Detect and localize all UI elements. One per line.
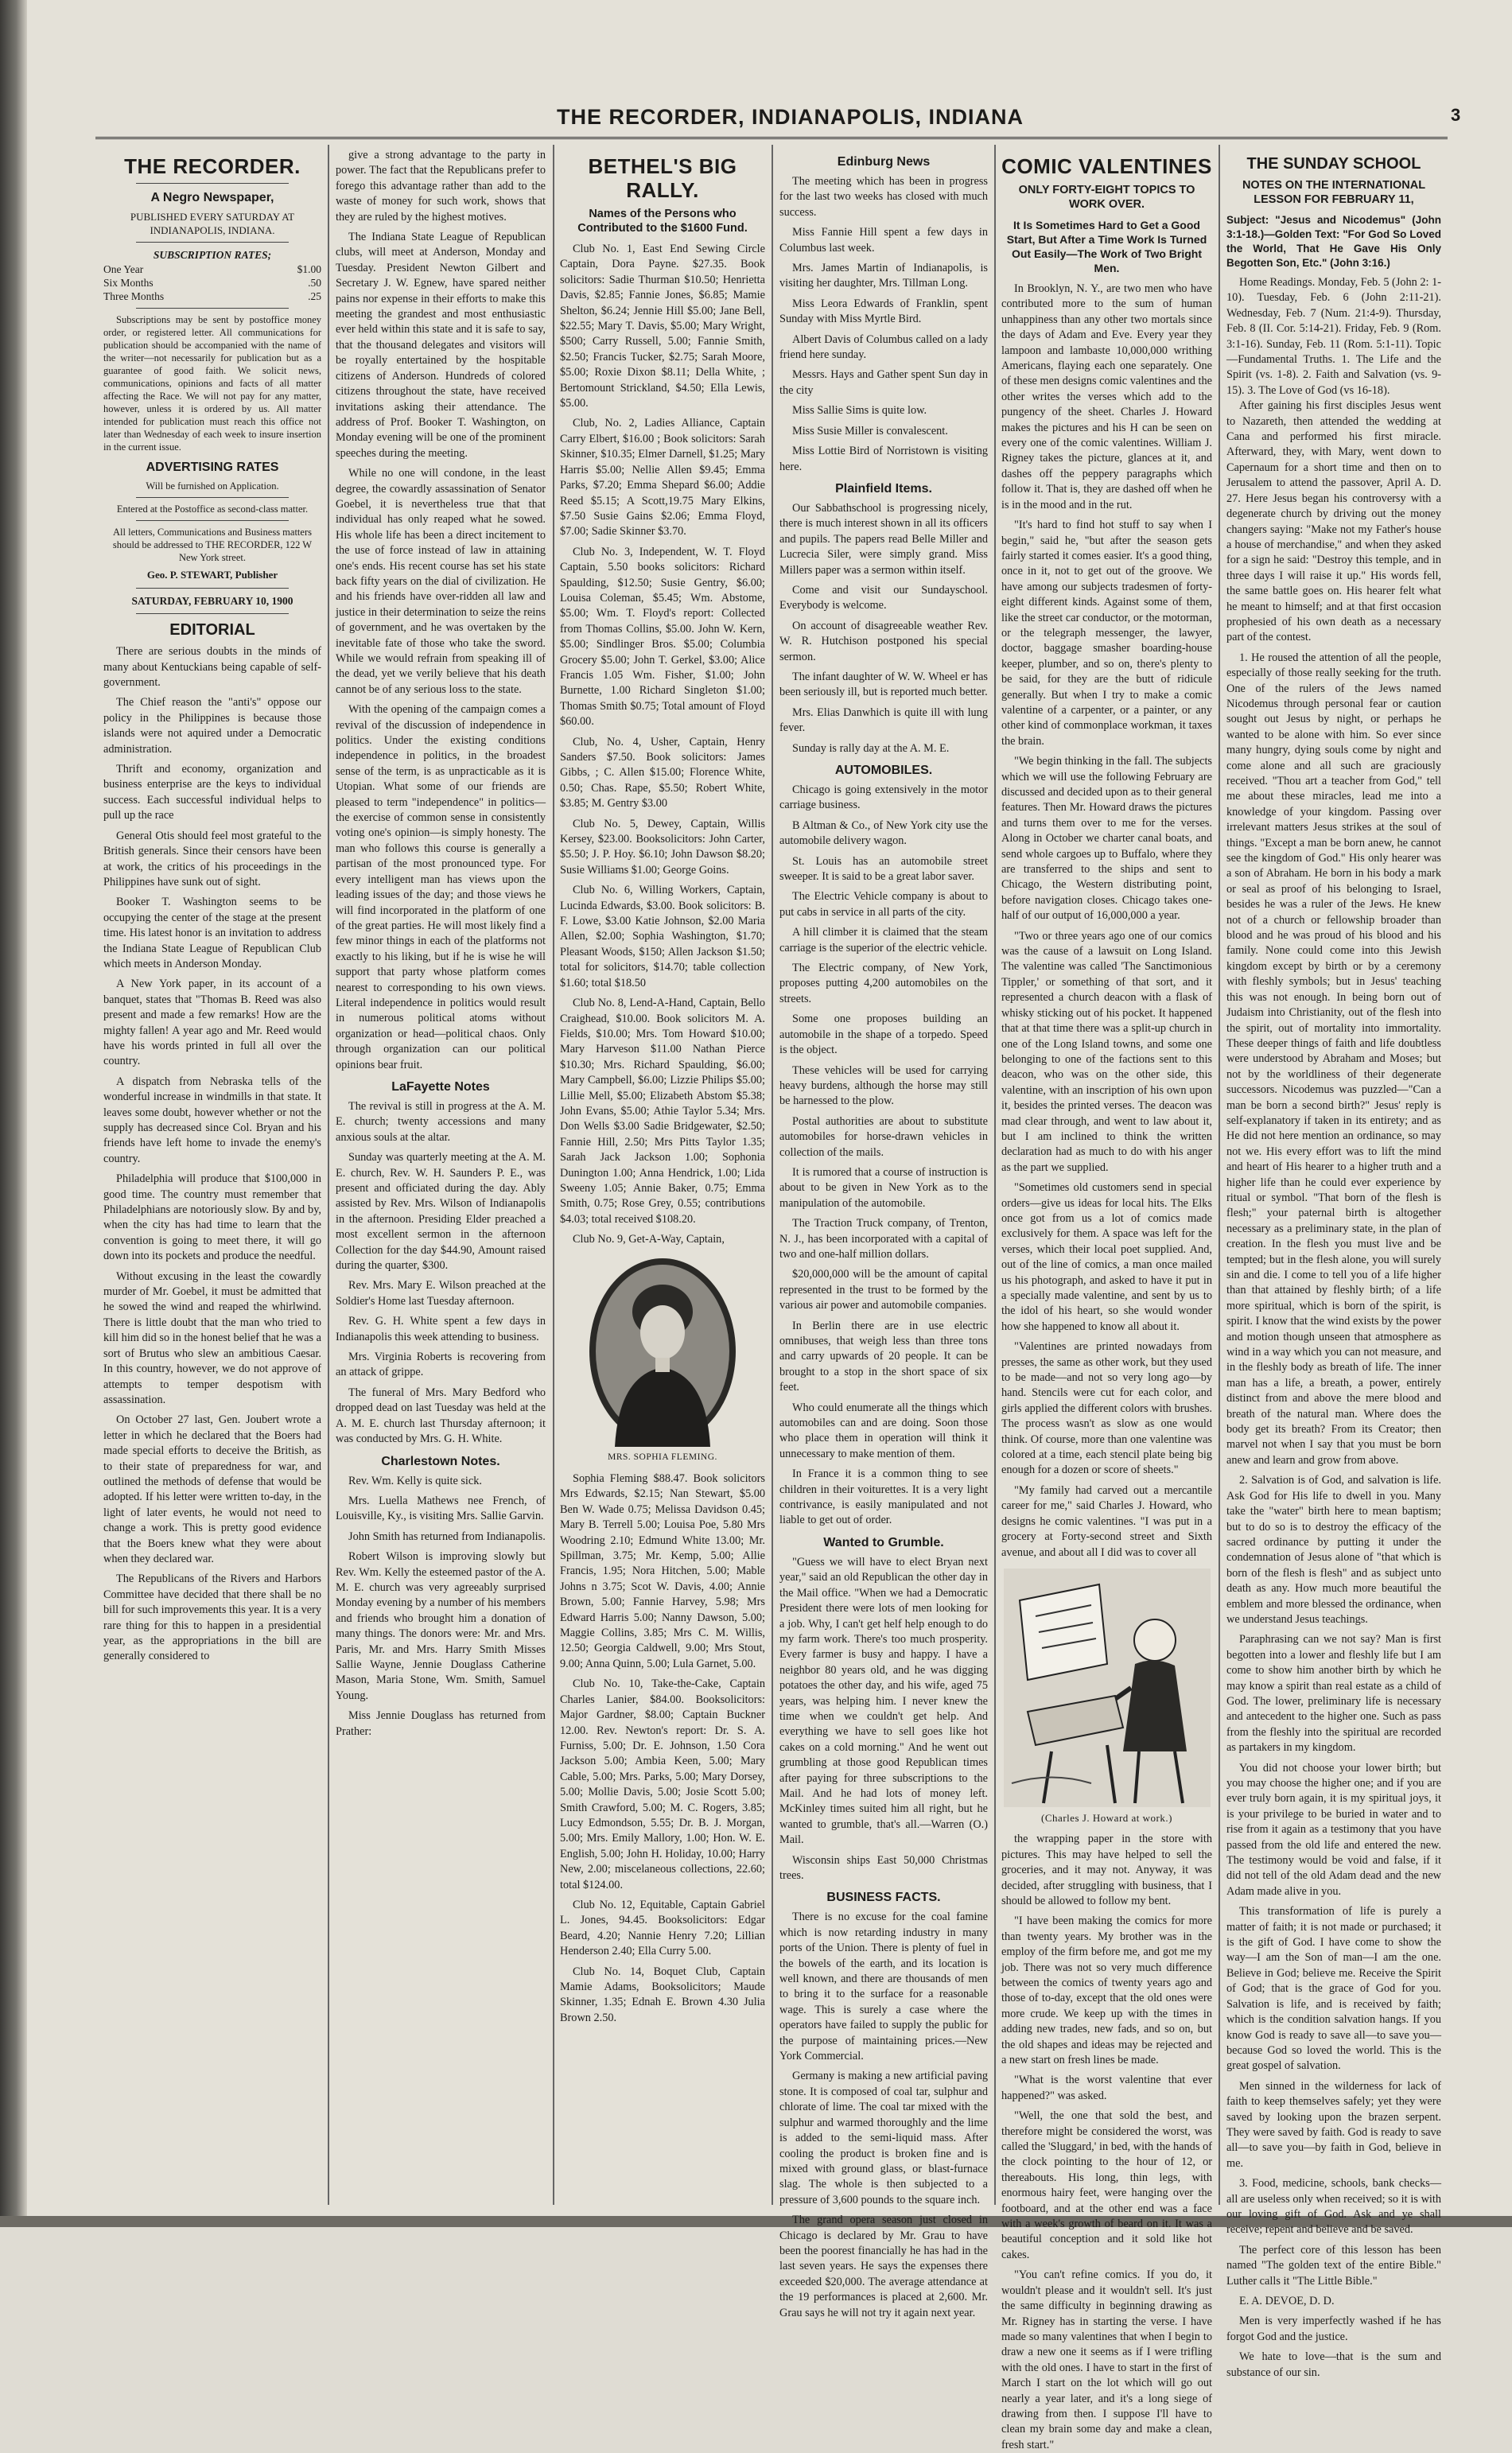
news-item: Miss Leora Edwards of Franklin, spent Sunday with Miss Myrtle Bird. <box>779 297 988 326</box>
club-report: Club No. 5, Dewey, Captain, Willis Kersey, $23.00. Booksolicitors: John Carter, $5.50; J. P. Hoy. $6.10; John Dawson $8.20; Susie Williams $1.00; George Goins. <box>560 817 765 877</box>
news-item: The funeral of Mrs. Mary Bedford who dropped dead on last Tuesday was held at the A. M. E. church last Thursday afternoon; it was conducted by Mrs. G. H. White. <box>336 1386 546 1446</box>
editorial-paragraph: Thrift and economy, organization and business enterprise are the keys to individual success. Each successful individual helps to pull up the race <box>103 763 321 822</box>
lesson-paragraph: Paraphrasing can we not say? Man is first begotten into a lower and fleshly life but I am come to show him another birth by which he may know a spirit than real estate as a child of God. The lower, preliminary life is necessary and antecedent to the higher one. Such as pass from the fleshly into the spiritual are recorded as partakers in my kingdom. <box>1226 1633 1441 1755</box>
lesson-paragraph: Men is very imperfectly washed if he has forgot God and the justice. <box>1226 2315 1441 2343</box>
divider <box>136 613 289 614</box>
rally-heading: BETHEL'S BIG RALLY. <box>588 154 737 202</box>
rate-price: .25 <box>308 290 321 303</box>
article-paragraph: "It's hard to find hot stuff to say when I begin," said he, "but after the season gets fairly started it comes easier. It's a good thing, once in it, not to get out of the groove. We have among our subjects tradesmen of forty-eight different kinds. Against some of them, like the street car conductor, or the motorman, or the telegraph messenger, the lawyer, doctor, baggage smasher boarding-house keeper, plumber, and so on, there's plenty to be said, for they are the butt of ridicule generally. But when I try to make a comic valentine of a carpenter, or a painter, or any other kind of commonplace workman, it taxes the brain. <box>1001 519 1212 748</box>
editorial-paragraph: General Otis should feel most grateful to the British generals. Since their censors have been at work, the critics of his proceedings in the Philippines have sunk out of sight. <box>103 829 321 888</box>
news-item: Rev. Wm. Kelly is quite sick. <box>348 1474 482 1487</box>
news-item: Miss Jennie Douglass has returned from Prather: <box>336 1709 546 1738</box>
lesson-paragraph: Men sinned in the wilderness for lack of faith to keep themselves safely; yet they were saved by looking upon the brazen serpent. They were saved by faith. God is ready to save all—to save you—by faith in God, believe in me. <box>1226 2079 1441 2170</box>
editorial-paragraph: The Republicans of the Rivers and Harbors Committee have decided that there shall be no bill for such improvements this year. It is a very rare thing for this to happen in a presidential year, as the appropriations in the bill are generally considered to <box>103 1572 321 1663</box>
news-item: The infant daughter of W. W. Wheel er has been seriously ill, but is reported much better. <box>779 670 988 699</box>
rate-row <box>103 262 321 276</box>
club-report: Club No. 14, Boquet Club, Captain Mamie Adams, Booksolicitors; Maude Skinner, 1.35; Ednah E. Brown 4.30 Julia Brown 2.50. <box>560 1965 765 2024</box>
rate-label: Six Months <box>103 277 154 290</box>
article-paragraph: "Valentines are printed nowadays from presses, the same as other work, but they used to be made—and not so very long ago—by hand. Stencils were cut for each color, and girls applied the different colors with brushes. The process wasn't as slow as one would think. Of course, more than one valentine was colored at a time, each stencil plate being big enough for a dozen or score of sheets." <box>1001 1340 1212 1477</box>
editorial-paragraph: With the opening of the campaign comes a revival of the discussion of independence in politics. Under the existing conditions independence in politics, in the broadest sense of the term, is as unpracticable as it is Utopian. What some of our friends are pleased to term "independence" in politics—the exercise of common sense in consistently voting one's opinion—is simply honesty. The man who follows this course is generally a partisan of the most pronounced type. For every intelligent man has views upon the leading issues of the day; and those views he will find incorporated in the platform of one of the great parties. He will most likely find a few minor things in each of the platforms not exactly to his liking, but if he is wise he will support that party whose platform comes nearest to corresponding to his own views. Literal independence in politics would result in numerous political atoms without organization or head—political chaos. Only through organization can our political opinions bear fruit. <box>336 703 546 1071</box>
valentines-body-continued <box>1001 1832 1212 2453</box>
lesson-paragraph: After gaining his first disciples Jesus went to Nazareth, then attended the wedding at Cana and performed his first miracle. Afterward, they, with Mary, went down to Capernaum for a short time and then on to Jerusalem to attend the passover, April A. D. 27. Here Jesus began his controversy with a degenerate church by driving out the money changers saying: "Make not my Father's house a house of merchandise," and when they asked for a sign he said: "Destroy this temple, and in three days I will raise it up." His words fell, the same battle goes on. His hearer felt what he meant to himself; and at that first occasion prophesied of his own death as a necessary part of the contest. <box>1226 399 1441 644</box>
column-6 <box>1226 148 1442 2379</box>
grumble-heading: Wanted to Grumble. <box>823 1535 944 1549</box>
column-3 <box>560 148 765 2214</box>
article-paragraph: "You can't refine comics. If you do, it wouldn't please and it wouldn't sell. It's just the same difficulty in beginning drawing as Mr. Rigney has in starting the verse. I have made so many valentines that when I begin to draw a new one it seems as if I were trifling with the old ones. I have to start in the first of March I start on the lot which will go out nearly a year later, and it's a long siege of drawing from then. I suppose I'll have to clean my brain some day and make a clean, fresh start." <box>1001 2268 1212 2451</box>
news-item: Mrs. Elias Danwhich is quite ill with lung fever. <box>779 706 988 735</box>
news-item: Rev. Mrs. Mary E. Wilson preached at the Soldier's Home last Tuesday afternoon. <box>336 1279 546 1308</box>
news-item: These vehicles will be used for carrying heavy burdens, although the horse may still be harnessed to the plow. <box>779 1063 988 1108</box>
plainfield-body <box>779 501 988 756</box>
news-item: Some one proposes building an automobile in the shape of a torpedo. Speed is the object. <box>779 1013 988 1057</box>
grumble-body <box>779 1555 988 1884</box>
news-item: In Berlin there are in use electric omnibuses, that weigh less than three tons and carry upwards of 20 people. It can be brought to a stop in the short space of six feet. <box>779 1319 988 1394</box>
news-item: The meeting which has been in progress for the last two weeks has closed with much success. <box>779 175 988 219</box>
editorial-continued <box>336 148 546 1073</box>
lesson-body <box>1226 398 1441 2381</box>
news-item: Miss Lottie Bird of Norristown is visiting here. <box>779 445 988 473</box>
article-paragraph: "We begin thinking in the fall. The subjects which we will use the following February are discussed and decided upon as to their general features. Then Mr. Howard draws the pictures and turns them over to me for the verses. Along in October we charter canal boats, and send whole cargoes up to Buffalo, where they are transferred to the ships and sent to Chicago, the Western distributing point, before navigation closes. Chicago takes one-half of our output of 16,000,000 a year. <box>1001 755 1212 923</box>
lesson-paragraph: We hate to love—that is the sum and substance of our sin. <box>1226 2350 1441 2379</box>
divider <box>136 308 289 309</box>
published-line: PUBLISHED EVERY SATURDAY AT INDIANAPOLIS, INDIANA. <box>130 211 295 236</box>
column-rule <box>553 145 554 2205</box>
news-item: St. Louis has an automobile street sweeper. It is said to be a great labor saver. <box>779 854 988 884</box>
column-5 <box>1001 148 1212 2451</box>
automobiles-body <box>779 783 988 1529</box>
news-item: Albert Davis of Columbus called on a lady friend here sunday. <box>779 332 988 362</box>
news-item: The Traction Truck company, of Trenton, N. J., has been incorporated with a capital of two and one-half million dollars. <box>779 1217 988 1261</box>
column-rule <box>328 145 329 2205</box>
editorial-paragraph: The Indiana State League of Republican clubs, will meet at Anderson, Monday and Tuesday. President Newton Gilbert and Secretary J. W. Egnew, have spared neither pains nor expense in their efforts to make this meeting the grandest and most enthusiastic ever held within this state and it is safe to say, that the thousand delegates and visitors will be royally entertained by the hospitable citizens of Anderson. Hundreds of colored citizens throughout the state, have received invitations asking their attendance. The address of Prof. Booker T. Washington, on Monday evening will be one of the prominent speeches during the meeting. <box>336 231 546 460</box>
edinburg-heading: Edinburg News <box>837 155 931 169</box>
charlestown-heading: Charlestown Notes. <box>381 1454 500 1468</box>
news-item: Postal authorities are about to substitute automobiles for horse-drawn vehicles in collection of the mails. <box>779 1114 988 1159</box>
rally-subheading: Names of the Persons who Contributed to the $1600 Fund. <box>577 208 748 235</box>
editorial-paragraph: Booker T. Washington seems to be occupying the center of the stage at the present time. His latest honor is an invitation to address the Indiana State League of Republican Club which meets in Anderson Monday. <box>103 896 321 970</box>
address-line: All letters, Communications and Business matters should be addressed to THE RECORDER, 122 W New York street. <box>112 527 313 564</box>
illustration-image <box>1004 1569 1211 1807</box>
editorial-paragraph: On October 27 last, Gen. Joubert wrote a letter in which he declared that the Boers had made special efforts to deceive the British, as to their state of preparedness for war, and outlined the methods of defense that would be adopted. If his letter were written to-day, in the light of later events, he would not need to change a work. This is pretty good evidence that the Boers knew what they were about when they declared war. <box>103 1413 321 1565</box>
divider <box>136 520 289 521</box>
club-report: Club No. 1, East End Sewing Circle Captain, Dora Payne. $27.35. Book solicitors: Sadie Thurman $10.50; Henrietta Davis, $2.85; Fannie Jones, $6.85; Mamie Shelton, $6.24; Jennie Hill $5.00; Jane Bell, $22.55; Mary T. Davis, $5.00; Mary Wright, $500; Carry Russell, 5.00; Fannie Smith, $2.50; Francis Tucker, $2.75; Sarah Moore, $5.00; Roxie Dixon $8.11; Della White, ; Bertomount Strickland, $4.50; Ella Lewis, $5.00. <box>560 243 765 410</box>
publisher-line: Geo. P. STEWART, Publisher <box>146 569 278 581</box>
rate-label: Three Months <box>103 290 165 303</box>
article-paragraph: the wrapping paper in the store with pictures. This may have helped to sell the groceries, and it may not. Anyway, it was decided, after struggling with business, that I should be allowed to follow my bent. <box>1001 1833 1212 1907</box>
divider <box>136 497 289 498</box>
lesson-paragraph: 2. Salvation is of God, and salvation is life. Ask God for His life to dwell in you. Many take the "water" birth here to mean baptism; but to do so is to destroy the efficacy of the sacred ordinance by putting it under the condemnation of Jesus alone of "that which is born of the flesh is flesh" and as subject unto death as any. How much more beautiful the emblem and more blessed the ordinance, when we understand Jesus teachings. <box>1226 1474 1441 1626</box>
article-paragraph: The grand opera season just closed in Chicago is declared by Mr. Grau to have been the poorest financially he has had in the last seven years. He says the expenses there exceeded $20,000. The average attendance at the 19 performances is placed at 2,600. Mr. Grau says he will not try it again next year. <box>779 2214 988 2319</box>
news-item: Come and visit our Sundayschool. Everybody is welcome. <box>779 583 988 612</box>
news-item: Sunday is rally day at the A. M. E. <box>792 741 950 755</box>
rates-heading: SUBSCRIPTION RATES; <box>153 249 272 261</box>
news-item: Miss Sallie Sims is quite low. <box>792 404 927 418</box>
charlestown-body <box>336 1474 546 1740</box>
rally-body-continued <box>560 1471 765 2026</box>
automobiles-heading: AUTOMOBILES. <box>834 764 933 777</box>
plainfield-heading: Plainfield Items. <box>835 481 932 496</box>
news-item: A hill climber it is claimed that the steam carriage is the superior of the electric vehicle. <box>779 926 988 954</box>
editorial-paragraph: Without excusing in the least the cowardly murder of Mr. Goebel, it must be admitted that he sowed the wind and reaped the whirlwind. There is little doubt that the man who tried to kill him did so in the honest belief that he was a sort of Brutus who slew an ambitious Caesar. In this country, however, we do not approve of attempts to temper despotism with assassination. <box>103 1269 321 1406</box>
rate-label: One Year <box>103 263 144 276</box>
rate-price: .50 <box>308 277 321 290</box>
page-edge-left <box>0 0 27 2227</box>
valentines-heading: COMIC VALENTINES <box>1001 154 1212 178</box>
news-item: Mrs. James Martin of Indianapolis, is visiting her daughter, Mrs. Tillman Long. <box>779 262 988 290</box>
article-paragraph: "What is the worst valentine that ever happened?" was asked. <box>1001 2074 1212 2102</box>
news-item: Miss Susie Miller is convalescent. <box>792 424 948 437</box>
column-2 <box>336 148 546 2214</box>
column-rule <box>772 145 773 2205</box>
page-number: 3 <box>1451 105 1461 125</box>
valentines-deck: It Is Sometimes Hard to Get a Good Start, But After a Time Work Is Turned Out Easily—The Work of Two Bright Men. <box>1006 219 1207 274</box>
news-item: Our Sabbathschool is progressing nicely, there is much interest shown in all its officers and pupils. The papers read Belle Miller and Lucrecia Siler, were simply grand. Miss Millers paper was a sermon within itself. <box>779 501 988 577</box>
article-paragraph: "Well, the one that sold the best, and therefore might be considered the worst, was called the 'Sluggard,' in bed, with the hands of the clock pointing to the hour of 12, or thereabouts. His long, thin legs, with enormous hairy feet, were hanging over the footboard, and at the other end was a face with a week's growth of beard on it. It was a beautiful conception and it sold like hot cakes. <box>1001 2109 1212 2261</box>
club-report: Club No. 6, Willing Workers, Captain, Lucinda Edwards, $3.00. Book solicitors: B. F. Lowe, $3.00 Katie Johnson, $2.00 Maria Allen, $2.00; Sophia Washington, $1.70; Pleasant Woods, $150; Allen Jackson $1.50; total for solicitors, $14.70; table collection $1.60; total $18.50 <box>560 884 765 989</box>
editorial-paragraph: A New York paper, in its account of a banquet, states that "Thomas B. Reed was also present and made a few remarks! How are the mighty fallen! A year ago and Mr. Reed would have his words printed in full all over the country. <box>103 978 321 1068</box>
article-paragraph: "Sometimes old customers send in special orders—give us ideas for local hits. The Elks once got from us a lot of comics made exclusively for them. A space was left for the verses, which their local poet supplied. And, out of the line of comics, a man once mailed us his photograph, and asked to have it put in a specially made valentine, and sent by us to the idol of his heart, so she would wonder how she happened to know all about it. <box>1001 1181 1212 1333</box>
editorial-paragraph: There are serious doubts in the minds of many about Kentuckians being capable of self-government. <box>103 645 321 690</box>
entered-line: Entered at the Postoffice as second-class matter. <box>116 503 309 515</box>
article-paragraph: Wisconsin ships East 50,000 Christmas trees. <box>779 1853 988 1882</box>
news-item: The Electric Vehicle company is about to put cabs in service in all parts of the city. <box>779 890 988 919</box>
divider <box>136 183 289 184</box>
news-item: Who could enumerate all the things which automobiles can and are doing. Soon those who place them in operation will think it unnecessary to make mention of them. <box>779 1401 988 1460</box>
news-item: Mrs. Virginia Roberts is recovering from an attack of grippe. <box>336 1351 546 1379</box>
editorial-body <box>103 644 321 1665</box>
lesson-paragraph: E. A. DEVOE, D. D. <box>1239 2295 1335 2307</box>
portrait-image <box>587 1256 738 1447</box>
lesson-paragraph: The perfect core of this lesson has been named "The golden text of the entire Bible." Luther calls it "The Little Bible." <box>1226 2243 1441 2288</box>
news-item: Mrs. Luella Mathews nee French, of Louisville, Ky., is visiting Mrs. Sallie Garvin. <box>336 1494 546 1523</box>
valentines-body <box>1001 282 1212 1561</box>
paper-title: THE RECORDER. <box>124 154 301 178</box>
club-report: Club, No. 4, Usher, Captain, Henry Sanders $7.50. Book solicitors: James Gibbs, ; C. Allen $15.00; Florence White, 0.50; Chas. Rape, $5.50; Robert White, $3.85; M. Gentry $3.00 <box>560 735 765 811</box>
advertising-line: Will be furnished on Application. <box>146 480 279 492</box>
club-report: Club No. 8, Lend-A-Hand, Captain, Bello Craighead, $10.00. Book solicitors M. A. Fields, $10.00; Mrs. Tom Howard $10.00; Mary Harveson $11.00 Nathan Pierce $10.30; Mrs. Richard Spaulding, $6.00; Mary Campbell, $6.00; Lizzie Philips $5.00; Lillie Mell, $5.00; Elizabeth Abstom $5.38; John Evans, $5.00; Athie Taylor 5.34; Mrs. Don Wells $3.00 Sadie Bridgewater, $2.50; Fannie Hill, 2.50; Mrs Pitts Taylor 1.35; Sarah Jack Jackson 1.00; Sophonia Dunington 1.00; Anna Hendrick, 1.00; Lida Sweeny 1.05; Annie Baker, 0.75; Emma Smith, 0.75; Rose Grey, 0.55; contributions $4.03; total received $108.20. <box>560 997 765 1226</box>
club-report: Club No. 12, Equitable, Captain Gabriel L. Jones, 94.45. Booksolicitors: Edgar Beard, 4.20; Nannie Henry 7.20; Lillian Henderson 2.40; Ella Curry 5.00. <box>560 1898 765 1958</box>
club-report: Club No. 9, Get-A-Way, Captain, <box>573 1233 725 1246</box>
club-report: Club, No. 2, Ladies Alliance, Captain Carry Elbert, $16.00 ; Book solicitors: Sarah Skinner, $10.35; Elmer Darnell, $1.25; Mary Harris $5.00; Nellie Allen $9.45; Emma Parks, $7.20; Emma Shepard $6.00; Addie Reed $5.15; A Scott,19.75 Mary Elkins, $7.50 Susie Gains $2.06; Emma Floyd, $7.00; Sadie Skinner $3.70. <box>560 417 765 538</box>
editorial-heading: EDITORIAL <box>169 621 255 639</box>
advertising-heading: ADVERTISING RATES <box>146 461 279 475</box>
lesson-paragraph: 1. He roused the attention of all the people, especially of those really seeking for the truth. One of the rulers of the Jews named Nicodemus through personal fear or caution sought out Jesus by night, or perhaps he wanted to be alone with him. So ever since many hungry, dying souls come by night and come alone and all such are graciously received. "Thou art a teacher from God," tell me about these miracles, lead me into a knowledge of your kingdom. Passing over irrelevant matters Jesus strikes at the soul of things. "Except a man be born anew, he cannot see the kingdom of God." His only hearer was a son of Abraham. He born in his body a mark or seal as proof of his belonging to Israel, besides he was a ruler of the Jews. He knew not of a church or fellowship broader than blood and he was proud of his blood and his family. None could come into this Jewish kingdom except by birth or by a ceremony with fleshly symbols; but in Jesus' teaching this was not enough. In being born out of Judaism into Christianity, out of the flesh into the spirit, out of mortality into immortality. These deeper things of faith and life doubtless were understood by Abraham and Moses; but not by the worldliness of their degenerate successors. Nicodemus was puzzled—"Can a man be born a second birth?" Jesus' reply is self-explanatory if taken in its entirety; and as He did not here mention an ordinance, so may not we. His every effort was to lift the mind and heart of His hearer to a higher truth and a higher life than he could ever experience by ritual or symbol. "That born of the flesh is flesh;" your paternal birth is altogether necessary as a preliminary state, in the plan of creation. In the flesh you must live and be tempted; but in the flesh alone, you will surely sin and die. I come to tell you of a life higher than that attained by fleshly birth; of a life more spiritual, which is born of the spirit, is spirit. I know that the wind exists by the power and motion though unseen that atmosphere as wind in a way which you can not measure, and in the fleshly body as breath of life. The inner man has a life, a breath, a power, entirely distinct from and above the mere blood and breath of the natural man. Where does the body get its breath? From its Creator; then marvel not when I say that you must be born anew and learn and grow from above. <box>1226 651 1441 1467</box>
article-paragraph: Germany is making a new artificial paving stone. It is composed of coal tar, sulphur and chlorate of lime. The coal tar mixed with the sulphur and warmed thoroughly and the lime is added to the semi-liquid mass. After cooling the product is broken fine and is mixed with ground glass, or blast-furnace slag. The whole is then subjected to a pressure of 3,600 pounds to the square inch. <box>779 2070 988 2206</box>
column-4 <box>779 148 988 2319</box>
rally-body <box>560 242 765 1248</box>
lesson-paragraph: 3. Food, medicine, schools, bank checks—all are useless only when received; so it is with our loving gift of God. Ask and ye shall receive; repent and believe and be saved. <box>1226 2177 1441 2237</box>
edinburg-body <box>779 174 988 475</box>
news-item: Rev. G. H. White spent a few days in Indianapolis this week attending to business. <box>336 1315 546 1343</box>
news-item: John Smith has returned from Indianapolis. <box>348 1530 546 1543</box>
lesson-paragraph: This transformation of life is purely a matter of faith; it is not made or purchased; it is the gift of God. I have come to show the way—I am the Son of man—I am the one. Believe in God; believe me. Receive the Spirit of God; that is the grace of God for you. Salvation is life, and is received by faith; which is the condition salvation hangs. If you know God is ready to save all—to save you—because God so loved the world. This is the great gospel of salvation. <box>1226 1905 1441 2073</box>
news-item: Miss Fannie Hill spent a few days in Columbus last week. <box>779 226 988 255</box>
article-paragraph: "My family had carved out a mercantile career for me," said Charles J. Howard, who designs he comic valentines. "I was put in a grocery at Forty-second street and Sixth avenue, and about all I did was to cover all <box>1001 1483 1212 1559</box>
news-item: In France it is a common thing to see children in their voiturettes. It is a very light contrivance, is easily manipulated and not liable to get out of order. <box>779 1468 988 1527</box>
article-paragraph: In Brooklyn, N. Y., are two men who have contributed more to the sum of human unhappiness than any other two mortals since the days of Adam and Eve. Every year they lampoon and lambaste 10,000,000 writhing Americans, flaying each one separately. One of these men designs comic valentines and the other writes the verses which add to the pungency of the sheet. Charles J. Howard makes the pictures and his H can be seen on every one of the comic valentines. William J. Rigney takes the picture, glances at it, and dashes off the peppery paragraphs which follow it. That is, they are dashed off when he is in the mood and in the rut. <box>1001 282 1212 511</box>
article-paragraph: "I have been making the comics for more than twenty years. My brother was in the employ of the firm before me, and got me my job. There was not so very much difference between the comics of twenty years ago and those of to-day, except that the old ones were more crude. We keep up with the times in adding new trades, new fads, and so on, but the old shapes and ideas may be rejected and a new start on fresh lines be made. <box>1001 1915 1212 2066</box>
news-item: Sunday was quarterly meeting at the A. M. E. church, Rev. W. H. Saunders P. E., was present and officiated during the day. Ably assisted by Rev. Mrs. Wilson of Indianapolis in the afternoon. Presiding Elder preached a most excellent sermon in the afternoon Collection for the day $44.90, Amount raised during the quarter, $300. <box>336 1151 546 1273</box>
valentines-subheading: ONLY FORTY-EIGHT TOPICS TO WORK OVER. <box>1018 184 1195 211</box>
sunday-school-heading: THE SUNDAY SCHOOL <box>1246 155 1421 173</box>
business-body <box>779 1910 988 2321</box>
column-rule <box>1219 145 1220 2205</box>
masthead: THE RECORDER, INDIANAPOLIS, INDIANA <box>557 105 1024 129</box>
news-item: Robert Wilson is improving slowly but Rev. Wm. Kelly the esteemed pastor of the A. M. E. church was very agreeably surprised Monday evening by a number of his members and friends who brought him a donation of many things. The donors were: Mr. and Mrs. Paris, Mr. and Mrs. Harry Smith Misses Sallie Wayne, Jennie Douglass Catherine Mason, Maria Stone, Wm. Smith, Samuel Young. <box>336 1550 546 1702</box>
divider <box>136 588 289 589</box>
business-heading: BUSINESS FACTS. <box>826 1891 941 1905</box>
news-item: Messrs. Hays and Gather spent Sun day in the city <box>779 368 988 397</box>
article-paragraph: "Two or three years ago one of our comics was the cause of a lawsuit on Long Island. The valentine was called 'The Sanctimonious Tippler,' or something of that sort, and it represented a church deacon with a flask of whisky sticking out of his pocket. It happened that at that time there was a split-up church in one of the Long Island towns, and some one belonging to one of the factions sent to this deacon, who was on the other side, this valentine, with an inscription of his own upon it, besides the printed verses. The deacon was mad clear through, and went to law about it, but I am inclined to think the written declaration had as much to do with his anger as the part we supplied. <box>1001 929 1212 1174</box>
news-item: The Electric company, of New York, proposes putting 4,200 automobiles on the streets. <box>779 962 988 1005</box>
lesson-paragraph: You did not choose your lower birth; but you may choose the higher one; and if you are ever truly born again, it is my spiritual joys, it is your privilege to be buried in water and to rise from it again as a testimony that you have passed from the old life and entered the new. The testimony would be void and false, if it did not tell of the old Adam dead and the new Adam made alive in you. <box>1226 1761 1441 1898</box>
portrait-caption: MRS. SOPHIA FLEMING. <box>608 1452 717 1462</box>
subscription-notice: Subscriptions may be sent by postoffice money order, or registered letter. All communications for publication should be accompanied with the name of the writer—not necessarily for publication but as a guarantee of good faith. We solicit news, communications, opinions and facts of all matter affecting the Race. We will not pay for any matter, however, unless it is ordered by us. All matter intended for publication must reach this office not later than Wednesday of each week to insure insertion in the current issue. <box>103 314 321 453</box>
divider <box>136 242 289 243</box>
article-paragraph: There is no excuse for the coal famine which is now retarding industry in many ports of the Union. There is plenty of fuel in the bowels of the earth, and its location is well known, and there are thousands of men to bring it to the surface for a reasonable wage. This is surely a case where the operators have failed to supply the public for the purpose of maintaining prices.—New York Commercial. <box>779 1911 988 2063</box>
masthead-rule <box>95 137 1448 139</box>
issue-date: SATURDAY, FEBRUARY 10, 1900 <box>131 594 293 607</box>
rate-row <box>103 276 321 290</box>
paper-tagline: A Negro Newspaper, <box>150 191 274 204</box>
news-item: The revival is still in progress at the A. M. E. church; twenty accessions and many anxious souls at the altar. <box>336 1099 546 1144</box>
news-item: It is rumored that a course of instruction is about to be given in New York as to the manipulation of the automobile. <box>779 1165 988 1210</box>
club-report: Sophia Fleming $88.47. Book solicitors Mrs Edwards, $2.15; Nan Stewart, $5.00 Ben W. Wade 0.75; Melissa Davidson 0.45; Mary B. Terrell 5.00; Louisa Poe, 5.80 Mrs Woodring 2.10; Edmund White 13.00; Mr. Spillman, 3.75; Mr. Kemp, 5.00; Allie Francis, 1.95; Nora Hitchen, 5.00; Mable Johns n 3.75; Scot W. Davis, 4.00; Annie Brown, 5.00; Fannie Harvey, 5.98; Mrs Edward Harris 5.00; Nanny Dawson, 5.00; Maggie Collins, 3.85; Mrs C. M. Willis, 12.50; Georgia Caldwell, 9.00; Mrs Stout, 9.00; Anna Quinn, 5.00; Lula Garnet, 5.00. <box>560 1472 765 1670</box>
club-report: Club No. 10, Take-the-Cake, Captain Charles Lanier, $84.00. Booksolicitors: Major Gardner, $8.00; Captain Buckner 12.00. Rev. Newton's report: Dr. S. A. Furniss, 5.00; Dr. E. Johnson, 1.50 Cora Jackson 5.00; Ambia Keen, 5.00; Mary Cable, 5.00; Mrs. Parks, 5.00; Mary Dorsey, 5.00; Mollie Davis, 5.00; Josie Scott 5.00; Smith Crawford, 5.00; M. C. Rogers, 3.85; Lucy Edmondson, 5.55; Dr. B. J. Morgan, 5.00; Mrs. Emily Mallory, 1.00; Hon. W. E. English, 5.00; John H. Holiday, 10.00; Harry New, 2.00; miscelaneous collections, 22.60; total $124.00. <box>560 1677 765 1891</box>
column-1 <box>103 148 321 2214</box>
editorial-paragraph: A dispatch from Nebraska tells of the wonderful increase in windmills in that state. It leaves some doubt, however whether or not the supply has decreased since Col. Bryan and his friends have left home to invade the enemy's country. <box>103 1075 321 1165</box>
illustration-caption: (Charles J. Howard at work.) <box>1041 1811 1172 1824</box>
column-rule <box>994 145 996 2205</box>
article-paragraph: "Guess we will have to elect Bryan next year," said an old Republican the other day in the Mail office. "When we had a Democratic President there were lots of men looking for a job. Why, I can't get helf help enough to do my farm work. There's too much prosperity. Every farmer is busy and happy. I have a neighbor 80 years old, and he was digging potatoes the other day, and his wife, aged 75 years, was helping him. I never knew the time when we couldn't get help. And everything we have to sell goes like hot cakes on a cold morning." And he went out grumbling at those good Republican times after paying for three subscriptions to the Mail. And he had lots of money left. McKinley times suited him all right, but he wanted to grumble, that's all.—Warren (O.) Mail. <box>779 1555 988 1847</box>
lesson-subject: Subject: "Jesus and Nicodemus" (John 3:1-18.)—Golden Text: "For God So Loved the World, That He Gave His Only Begotten Son, Etc." (John 3:16.) <box>1226 214 1441 269</box>
news-item: On account of disagreeable weather Rev. W. R. Hutchison postponed his special sermon. <box>779 619 988 663</box>
editorial-paragraph: Philadelphia will produce that $100,000 in good time. The country must remember that Philadelphians are notoriously slow. By and by, when the city has had time to learn that the convention is going to meet there, it will go down into its pockets and produce the needful. <box>103 1172 321 1263</box>
lafayette-body <box>336 1099 546 1448</box>
lafayette-heading: LaFayette Notes <box>391 1079 490 1094</box>
editorial-paragraph: While no one will condone, in the least degree, the cowardly assassination of Senator Goebel, it is nevertheless true that that individual has only reaped what he sowed. His whole life has been a direct incitement to the use of force instead of law in attaining one's ends. His recent course has set his state back fifty years on the dial of civilization. He and his friends have over-ridden all law and justice in their determination to seize the reins of government, and he was overtaken by the inevitable fate of those who take the sword. While we would refrain from speaking ill of the dead, yet we verily believe that his death cannot be of any serious loss to the state. <box>336 467 546 696</box>
editorial-paragraph: give a strong advantage to the party in power. The fact that the Republicans prefer to forego this advantage rather than add to the waste of money for such work, shows that they are ruled by the highest motives. <box>336 149 546 224</box>
editorial-paragraph: The Chief reason the "anti's" oppose our policy in the Philippines is because those islands were not aquired under a Democratic administration. <box>103 696 321 756</box>
news-item: B Altman & Co., of New York city use the automobile delivery wagon. <box>779 818 988 848</box>
news-item: $20,000,000 will be the amount of capital represented in the trust to be formed by the various air power and automobile companies. <box>779 1268 988 1312</box>
sunday-school-subheading: NOTES ON THE INTERNATIONAL LESSON FOR FEBRUARY 11, <box>1242 179 1426 206</box>
rate-price: $1.00 <box>297 263 321 276</box>
news-item: Chicago is going extensively in the motor carriage business. <box>779 783 988 812</box>
club-report: Club No. 3, Independent, W. T. Floyd Captain, 5.50 books solicitors: Richard Spaulding, $12.50; Susie Gentry, $6.00; Louisa Coleman, $5.45; Wm. Abstome, $5.00; Wm. T. Floyd's report: Collected from Thomas Collins, $5.00. John W. Kern, $5.00; Sindlinger Bros. $5.00; Columbia Grocery $5.00; John T. Gerkel, $3.00; Alice Francis 1.05 Wm. Fisher, $1.00; John Burnette, 1.00 Richard Singleton $1.00; Thomas Smith $0.75; Total amount of Floyd $60.00. <box>560 545 765 729</box>
rate-row <box>103 290 321 303</box>
home-readings: Home Readings. Monday, Feb. 5 (John 2: 1-10). Tuesday, Feb. 6 (John 2:11-21). Wednesday, Feb. 7 (Num. 21:4-9). Thursday, Feb. 8 (II. Cor. 5:14-21). Friday, Feb. 9 (Rom. 3:1-16). Sunday, Feb. 11 (Rom. 5:1-11). Topic—Fundamental Truths. 1. The Life and the Spirit (vs. 1-8). 2. Faith and Salvation (vs. 9-15). 3. The Love of God (vs 16-18). <box>1226 276 1442 397</box>
